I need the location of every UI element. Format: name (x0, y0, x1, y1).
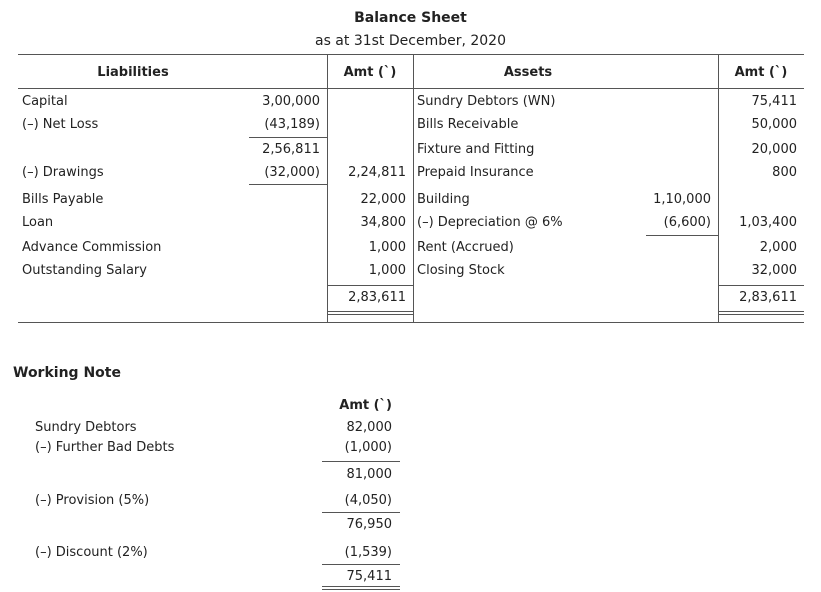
net-loss-sub: (43,189) (264, 117, 320, 132)
wn-provision-amt: (4,050) (344, 493, 392, 508)
depreciation-label: (–) Depreciation @ 6% (417, 215, 563, 230)
header-bottom-rule (18, 88, 804, 89)
wn-sundry-debtors-amt: 82,000 (346, 420, 392, 435)
outstanding-salary-label: Outstanding Salary (22, 263, 147, 278)
advance-commission-amt: 1,000 (368, 240, 406, 255)
col-divider (327, 54, 328, 322)
liab-subtotal: 2,56,811 (262, 142, 320, 157)
col-divider (413, 54, 414, 322)
header-assets: Assets (503, 65, 553, 80)
bills-receivable-amt: 50,000 (751, 117, 797, 132)
drawings-label: (–) Drawings (22, 165, 104, 180)
prepaid-insurance-label: Prepaid Insurance (417, 165, 534, 180)
asset-total-rule (718, 285, 804, 286)
liab-total-rule (327, 285, 413, 286)
building-label: Building (417, 192, 470, 207)
rent-amt: 2,000 (759, 240, 797, 255)
closing-stock-amt: 32,000 (751, 263, 797, 278)
asset-total-double-rule (718, 311, 804, 312)
wn-bad-debts-label: (–) Further Bad Debts (35, 440, 175, 455)
rent-label: Rent (Accrued) (417, 240, 514, 255)
drawings-amt: 2,24,811 (348, 165, 406, 180)
depreciation-amt: 1,03,400 (739, 215, 797, 230)
header-amt-right: Amt (`) (734, 65, 788, 80)
wn-rule (322, 461, 400, 462)
wn-discount-amt: (1,539) (344, 545, 392, 560)
loan-amt: 34,800 (360, 215, 406, 230)
wn-rule (322, 512, 400, 513)
depreciation-sub: (6,600) (663, 215, 711, 230)
wn-discount-label: (–) Discount (2%) (35, 545, 148, 560)
fixture-label: Fixture and Fitting (417, 142, 535, 157)
net-loss-label: (–) Net Loss (22, 117, 99, 132)
capital-sub: 3,00,000 (262, 94, 320, 109)
drawings-sub: (32,000) (264, 165, 320, 180)
wn-total: 75,411 (346, 569, 392, 584)
wn-sundry-debtors-label: Sundry Debtors (35, 420, 137, 435)
wn-sub1: 81,000 (346, 467, 392, 482)
sundry-debtors-label: Sundry Debtors (WN) (417, 94, 556, 109)
table-top-rule (18, 54, 804, 55)
wn-bad-debts-amt: (1,000) (344, 440, 392, 455)
header-liabilities: Liabilities (97, 65, 169, 80)
bills-payable-label: Bills Payable (22, 192, 104, 207)
sundry-debtors-amt: 75,411 (751, 94, 797, 109)
building-sub: 1,10,000 (653, 192, 711, 207)
wn-double-rule (322, 589, 400, 590)
fixture-amt: 20,000 (751, 142, 797, 157)
header-amt-left: Amt (`) (343, 65, 397, 80)
wn-rule (322, 564, 400, 565)
bills-payable-amt: 22,000 (360, 192, 406, 207)
capital-label: Capital (22, 94, 68, 109)
advance-commission-label: Advance Commission (22, 240, 162, 255)
asset-total: 2,83,611 (739, 290, 797, 305)
prepaid-insurance-amt: 800 (772, 165, 797, 180)
loan-label: Loan (22, 215, 54, 230)
liab-sub-rule (249, 184, 327, 185)
closing-stock-label: Closing Stock (417, 263, 505, 278)
working-note-title: Working Note (13, 365, 121, 381)
wn-provision-label: (–) Provision (5%) (35, 493, 150, 508)
asset-total-double-rule (718, 314, 804, 315)
wn-amt-header: Amt (`) (339, 398, 392, 413)
asset-sub-rule (646, 235, 718, 236)
wn-double-rule (322, 586, 400, 587)
bills-receivable-label: Bills Receivable (417, 117, 519, 132)
liab-total-double-rule (327, 311, 413, 312)
page-subtitle: as at 31st December, 2020 (314, 33, 507, 49)
page-title: Balance Sheet (354, 10, 467, 26)
table-bottom-rule (18, 322, 804, 323)
liab-total-double-rule (327, 314, 413, 315)
liab-total: 2,83,611 (348, 290, 406, 305)
liab-sub-rule (249, 137, 327, 138)
outstanding-salary-amt: 1,000 (368, 263, 406, 278)
wn-sub2: 76,950 (346, 517, 392, 532)
